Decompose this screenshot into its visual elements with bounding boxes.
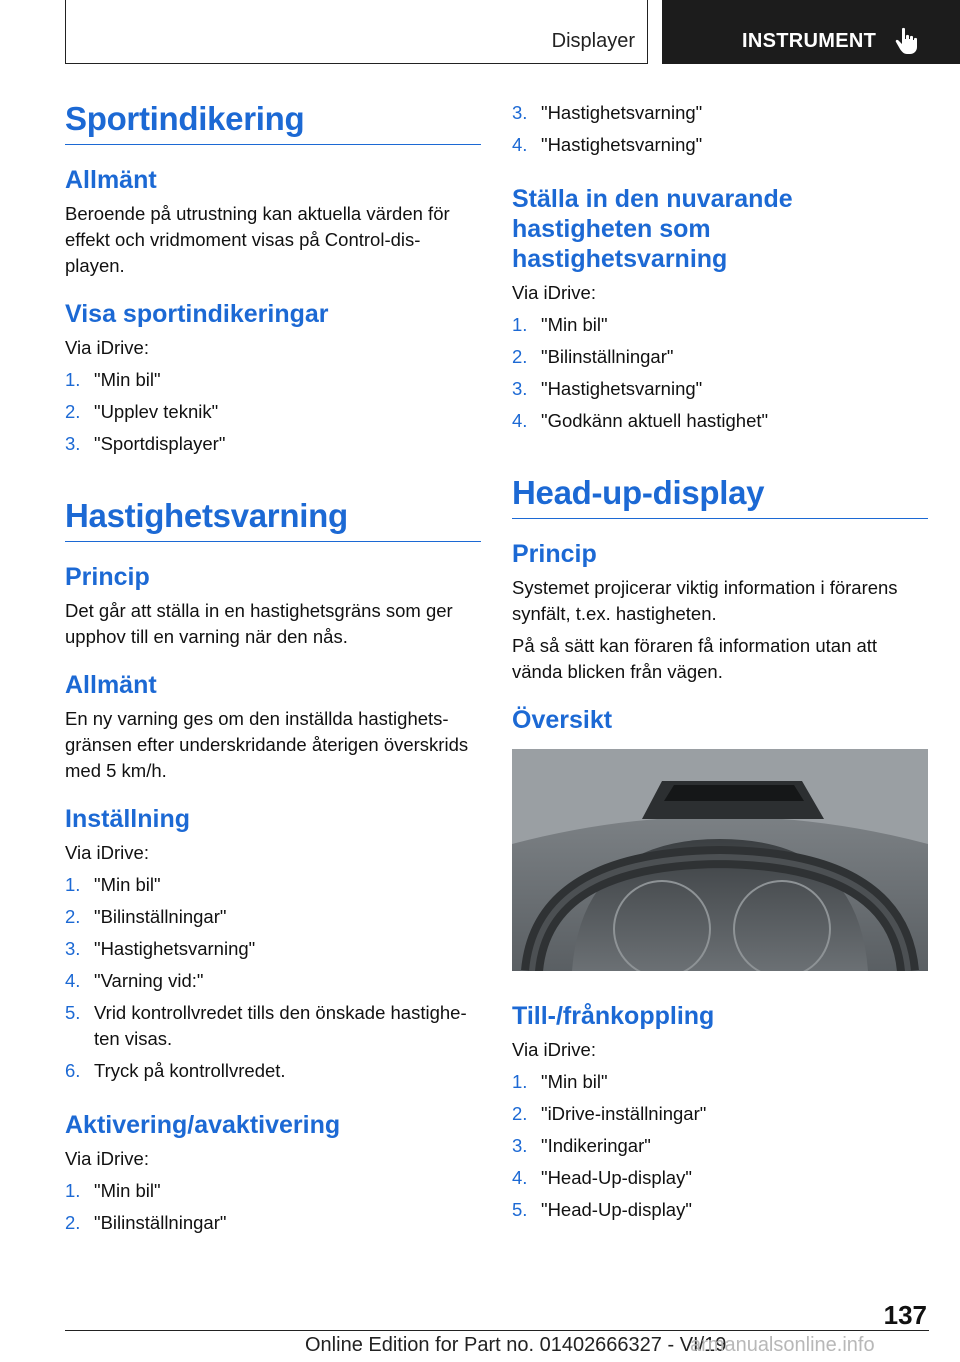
list-item: 1. "Min bil"	[65, 1180, 161, 1201]
heading-activation: Aktivering/avaktivering	[65, 1111, 341, 1139]
list-item: 1. "Min bil"	[512, 314, 608, 335]
list-item: 3. "Indikeringar"	[512, 1135, 651, 1156]
heading-sport-show: Visa sportindikeringar	[65, 300, 329, 328]
sport-show-via: Via iDrive:	[65, 337, 149, 358]
heading-current-speed: Ställa in den nuvarande hastigheten som hastighetsvarning	[512, 185, 793, 273]
general-text: En ny varning ges om den inställda hastighets- gränsen efter underskridande återigen överskrids med 5 km/h.	[65, 708, 469, 781]
left-column	[65, 100, 481, 1242]
toggle-via: Via iDrive:	[512, 1039, 596, 1060]
right-column	[512, 100, 928, 1229]
current-via: Via iDrive:	[512, 282, 596, 303]
list-item: 4. "Varning vid:"	[65, 970, 204, 991]
heading-general: Allmänt	[65, 671, 157, 699]
list-item: 2. "Bilinställningar"	[65, 1212, 227, 1233]
list-item: 1. "Min bil"	[65, 874, 161, 895]
activation-steps	[65, 1178, 481, 1236]
setting-steps	[65, 872, 481, 1084]
list-item: 2. "iDrive-inställningar"	[512, 1103, 707, 1124]
activation-steps-continued	[512, 100, 928, 158]
sport-show-steps	[65, 367, 481, 457]
hud-principle-text-2: På så sätt kan föraren få information utan att vända blicken från vägen.	[512, 635, 878, 682]
list-item: 3. "Hastighetsvarning"	[512, 102, 703, 123]
hand-pointer-icon	[895, 27, 919, 55]
watermark: armanualsonline.info	[690, 1334, 875, 1356]
list-item: 2. "Upplev teknik"	[65, 401, 219, 422]
list-item: 5. "Head-Up-display"	[512, 1199, 692, 1220]
list-item: 5. Vrid kontrollvredet tills den önskade hastighe- ten visas.	[65, 1002, 467, 1049]
list-item: 1. "Min bil"	[512, 1071, 608, 1092]
activation-via: Via iDrive:	[65, 1148, 149, 1169]
dashboard-illustration	[512, 749, 928, 971]
list-item: 3. "Sportdisplayer"	[65, 433, 226, 454]
heading-sport: Sportindikering	[65, 100, 481, 145]
hud-principle-text-1: Systemet projicerar viktig information i förarens synfält, t.ex. hastigheten.	[512, 577, 898, 624]
header-tab-label: INSTRUMENT	[742, 30, 877, 52]
list-item: 2. "Bilinställningar"	[512, 346, 674, 367]
list-item: 6. Tryck på kontrollvredet.	[65, 1060, 286, 1081]
list-item: 2. "Bilinställningar"	[65, 906, 227, 927]
heading-hud-principle: Princip	[512, 540, 597, 568]
list-item: 3. "Hastighetsvarning"	[512, 378, 703, 399]
current-steps	[512, 312, 928, 434]
heading-speed-warning: Hastighetsvarning	[65, 497, 481, 542]
list-item: 1. "Min bil"	[65, 369, 161, 390]
heading-toggle: Till-/frånkoppling	[512, 1002, 715, 1030]
list-item: 3. "Hastighetsvarning"	[65, 938, 256, 959]
toggle-steps	[512, 1069, 928, 1223]
heading-principle: Princip	[65, 563, 150, 591]
heading-overview: Översikt	[512, 706, 613, 734]
footer-divider	[65, 1330, 929, 1331]
heading-sport-general: Allmänt	[65, 166, 157, 194]
page-number: 137	[883, 1300, 927, 1330]
setting-via: Via iDrive:	[65, 842, 149, 863]
heading-setting: Inställning	[65, 805, 190, 833]
list-item: 4. "Head-Up-display"	[512, 1167, 692, 1188]
list-item: 4. "Hastighetsvarning"	[512, 134, 703, 155]
heading-hud: Head-up-display	[512, 474, 928, 519]
footer-edition: Online Edition for Part no. 01402666327 - VI/19	[305, 1334, 727, 1356]
sport-general-text: Beroende på utrustning kan aktuella värden för effekt och vridmoment visas på Control-dis- playen.	[65, 203, 450, 276]
header-section-title: Displayer	[551, 30, 635, 52]
list-item: 4. "Godkänn aktuell hastighet"	[512, 410, 769, 431]
hud-dashboard-image	[512, 749, 928, 971]
principle-text: Det går att ställa in en hastighetsgräns som ger upphov till en varning när den nås.	[65, 600, 453, 647]
